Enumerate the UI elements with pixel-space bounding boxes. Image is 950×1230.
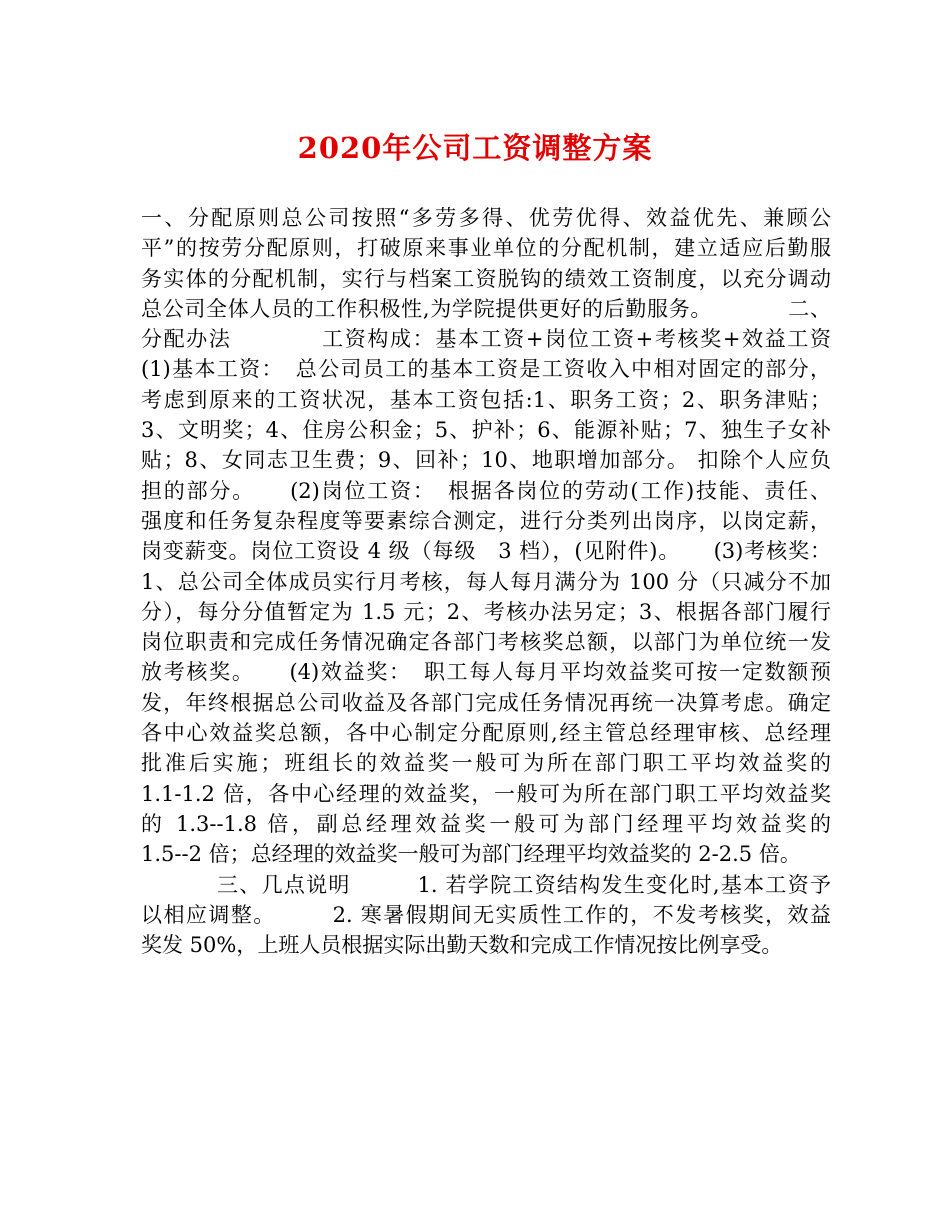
body-line: 奖发 50%，上班人员根据实际出勤天数和完成工作情况按比例享受。 [141,933,783,958]
body-line: 3、文明奖；4、住房公积金；5、护补；6、能源补贴；7、独生子女补 [141,418,831,443]
body-line: 强度和任务复杂程度等要素综合测定，进行分类列出岗序，以岗定薪， [141,508,831,533]
body-line: 1.1-1.2 倍，各中心经理的效益奖，一般可为所在部门职工平均效益奖 [141,781,831,806]
document-body [141,203,831,960]
body-line: 岗变薪变。岗位工资设 4 级（每级 3 档），(见附件)。 (3)考核奖： [141,539,831,564]
body-line: 各中心效益奖总额，各中心制定分配原则,经主管总经理审核、总经理 [141,721,831,746]
body-line: 担的部分。 (2)岗位工资： 根据各岗位的劳动(工作)技能、责任、 [141,478,831,503]
body-line: 1、总公司全体成员实行月考核，每人每月满分为 100 分（只减分不加 [141,569,831,594]
body-line: (1)基本工资： 总公司员工的基本工资是工资收入中相对固定的部分， [141,357,831,382]
body-line: 的 1.3--1.8 倍，副总经理效益奖一般可为部门经理平均效益奖的 [141,811,831,836]
body-line: 考虑到原来的工资状况，基本工资包括:1、职务工资；2、职务津贴； [141,387,831,412]
body-line: 平”的按劳分配原则，打破原来事业单位的分配机制，建立适应后勤服 [141,236,831,261]
body-line: 总公司全体人员的工作积极性,为学院提供更好的后勤服务。 二、 [141,296,831,321]
document-title: 2020年公司工资调整方案 [297,131,653,165]
body-line: 贴；8、女同志卫生费；9、回补；10、地职增加部分。 扣除个人应负 [141,448,831,473]
body-line: 1.5--2 倍；总经理的效益奖一般可为部门经理平均效益奖的 2-2.5 倍。 [141,842,801,867]
body-line: 岗位职责和完成任务情况确定各部门考核奖总额，以部门为单位统一发 [141,630,831,655]
body-line: 批准后实施；班组长的效益奖一般可为所在部门职工平均效益奖的 [141,751,831,776]
body-line: 务实体的分配机制，实行与档案工资脱钩的绩效工资制度，以充分调动 [141,266,831,291]
body-line: 分），每分分值暂定为 1.5 元；2、考核办法另定；3、根据各部门履行 [141,599,831,624]
body-line: 以相应调整。 2. 寒暑假期间无实质性工作的，不发考核奖，效益 [141,902,831,927]
body-line: 发，年终根据总公司收益及各部门完成任务情况再统一决算考虑。确定 [141,690,831,715]
body-line: 一、分配原则总公司按照“多劳多得、优劳优得、效益优先、兼顾公 [141,206,831,230]
body-line: 放考核奖。 (4)效益奖： 职工每人每月平均效益奖可按一定数额预 [141,660,831,685]
body-line: 分配办法 工资构成：基本工资+岗位工资+考核奖+效益工资 [141,327,831,352]
body-line: 三、几点说明 1. 若学院工资结构发生变化时,基本工资予 [217,872,831,897]
